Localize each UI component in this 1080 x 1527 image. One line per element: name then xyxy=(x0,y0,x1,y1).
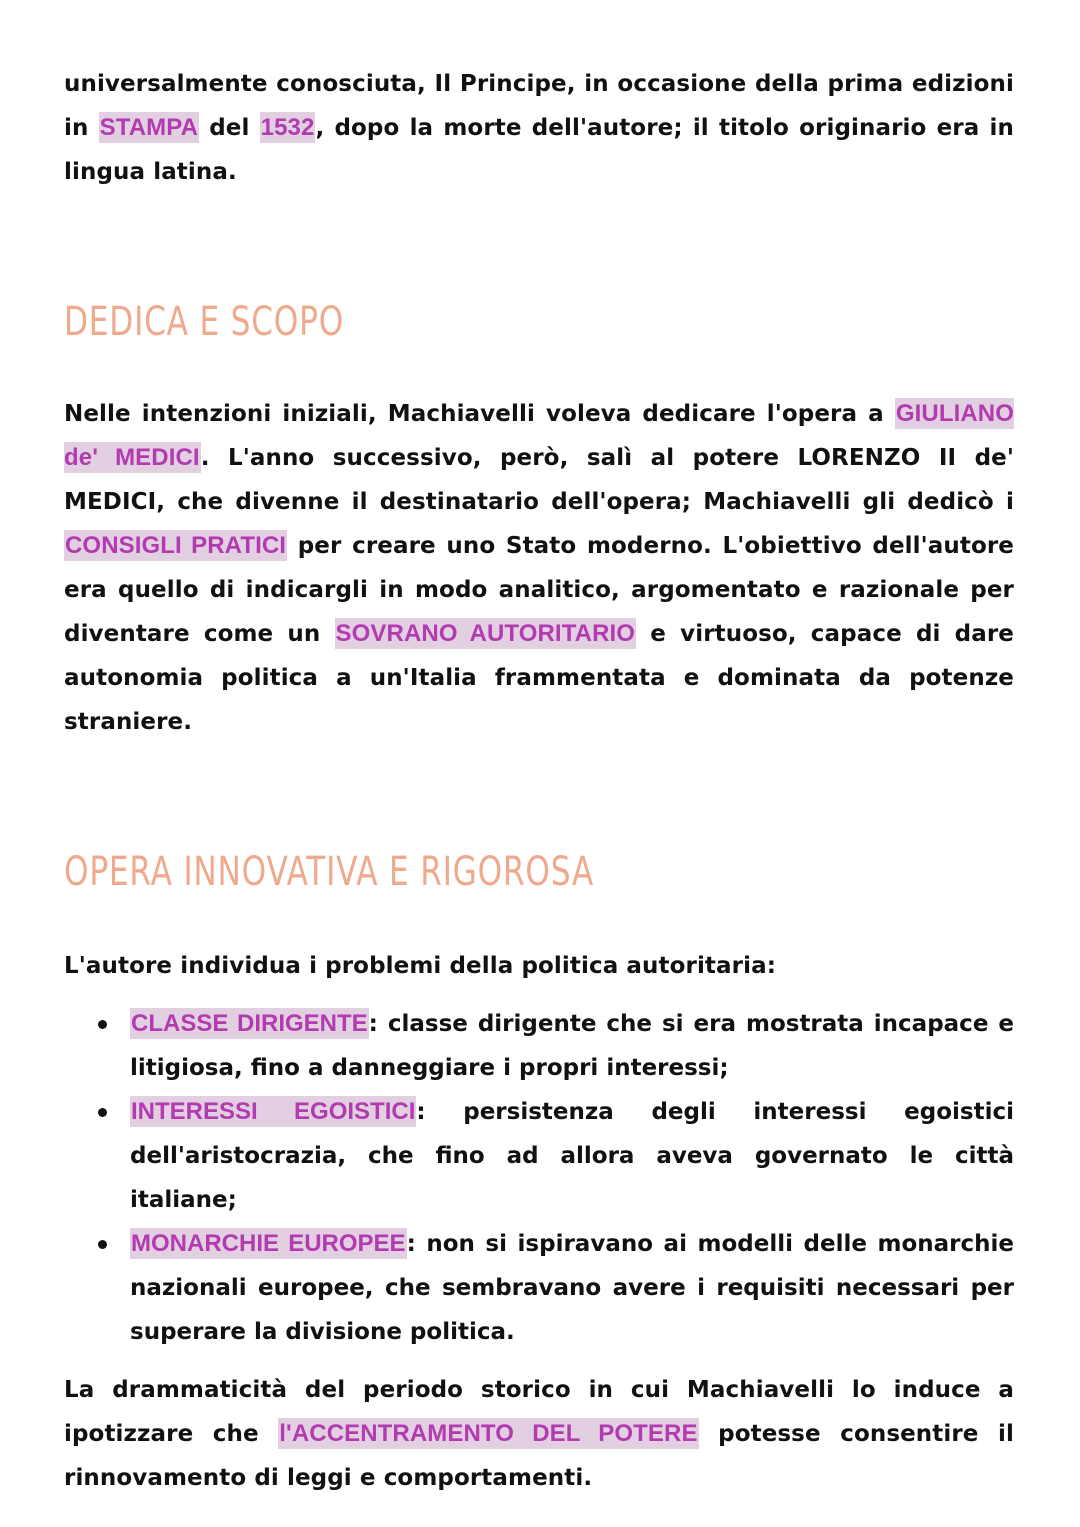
highlight-sovrano: SOVRANO AUTORITARIO xyxy=(335,620,636,647)
dedica-text-4: e virtuoso, capace di dare autonomia politica a un'Italia frammentata e dominata da potenze straniere. xyxy=(64,621,1014,735)
list-item xyxy=(64,1090,1014,1222)
list-item xyxy=(64,1222,1014,1354)
bullet-icon xyxy=(98,1108,107,1117)
highlight-term: CLASSE DIRIGENTE xyxy=(131,1010,368,1037)
dedica-text-2: . L'anno successivo, però, salì al potere LORENZO II de' MEDICI, che divenne il destinatario dell'opera; Machiavelli gli dedicò i xyxy=(64,445,1015,515)
intro-text-3: , dopo la morte dell'autore; il titolo originario era in lingua latina. xyxy=(64,115,1014,185)
intro-text-2: del xyxy=(199,115,260,141)
section-title-dedica: DEDICA E SCOPO xyxy=(64,299,345,345)
highlight-term: INTERESSI EGOISTICI xyxy=(131,1098,416,1125)
highlight-year: 1532 xyxy=(260,114,315,141)
intro-text-1: universalmente conosciuta, Il Principe, in occasione della prima edizioni in xyxy=(64,71,1014,141)
highlight-consigli: CONSIGLI PRATICI xyxy=(65,532,287,559)
section-title-opera: OPERA INNOVATIVA E RIGOROSA xyxy=(64,849,595,895)
document-page xyxy=(64,62,1014,1500)
opera-lead: L'autore individua i problemi della politica autoritaria: xyxy=(64,953,776,979)
conclusion-text-2: potesse consentire il rinnovamento di leggi e comportamenti. xyxy=(64,1421,1015,1491)
list-item-text: : non si ispiravano ai modelli delle monarchie nazionali europee, che sembravano avere i requisiti necessari per superare la divisione politica. xyxy=(130,1231,1015,1345)
highlight-giuliano: GIULIANO de' MEDICI xyxy=(64,400,1014,471)
dedica-text-3: per creare uno Stato moderno. L'obiettivo dell'autore era quello di indicargli in modo analitico, argomentato e razionale per diventare come un xyxy=(64,533,1014,647)
dedica-paragraph xyxy=(64,392,1014,744)
highlight-stampa: STAMPA xyxy=(99,114,199,141)
intro-paragraph xyxy=(64,62,1014,194)
list-item-text: : classe dirigente che si era mostrata incapace e litigiosa, fino a danneggiare i propri interessi; xyxy=(130,1011,1014,1081)
conclusion-text-1: La drammaticità del periodo storico in cui Machiavelli lo induce a ipotizzare che xyxy=(64,1377,1014,1447)
list-item-text: : persistenza degli interessi egoistici dell'aristocrazia, che fino ad allora aveva governato le città italiane; xyxy=(130,1099,1014,1213)
bullet-icon xyxy=(98,1240,107,1249)
bullet-icon xyxy=(98,1020,107,1029)
list-item xyxy=(64,1002,1014,1090)
problems-list xyxy=(64,1002,1014,1354)
conclusion-paragraph xyxy=(64,1368,1014,1500)
dedica-text-1: Nelle intenzioni iniziali, Machiavelli voleva dedicare l'opera a xyxy=(64,401,895,427)
highlight-term: MONARCHIE EUROPEE xyxy=(131,1230,406,1257)
highlight-accentramento: l'ACCENTRAMENTO DEL POTERE xyxy=(279,1420,698,1447)
